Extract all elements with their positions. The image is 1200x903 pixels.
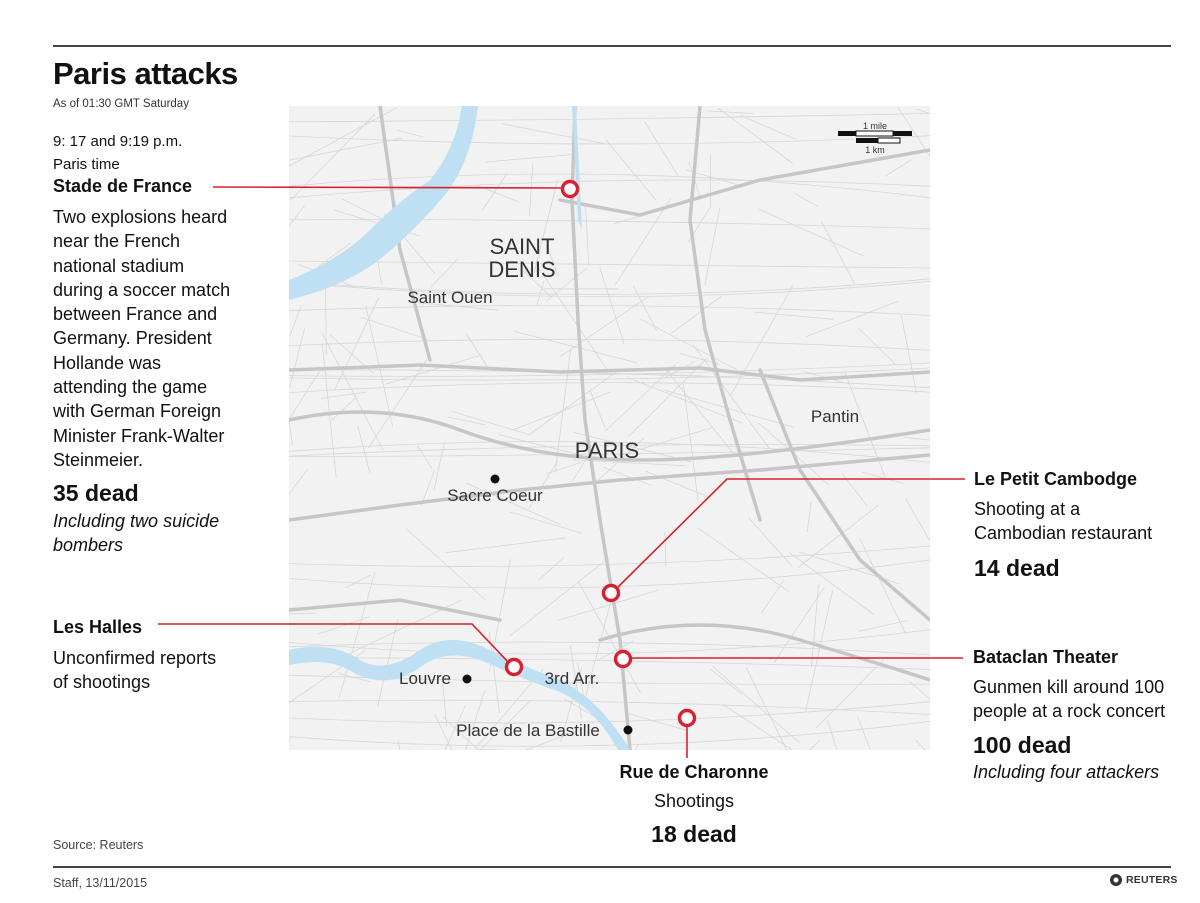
marker-halles: [507, 660, 522, 675]
stade-name: Stade de France: [53, 176, 193, 196]
stade-note: Including two suicide bombers: [53, 511, 220, 556]
cambodge-name: Le Petit Cambodge: [974, 469, 1138, 489]
scale-mile-label: 1 mile: [862, 121, 888, 131]
bataclan-dead-count: 100 dead: [973, 732, 1072, 758]
label-bastille: Place de la Bastille: [456, 721, 600, 740]
label-pantin: Pantin: [810, 407, 860, 426]
cambodge-description: Shooting at a Cambodian restaurant: [974, 499, 1153, 544]
reuters-logo: [1110, 874, 1178, 886]
charonne-name: Rue de Charonne: [619, 762, 769, 782]
charonne-dead-count: 18 dead: [651, 821, 737, 847]
label-paris: PARIS: [574, 438, 640, 463]
halles-description: Unconfirmed reports of shootings: [53, 648, 217, 693]
attack-time-line2: Paris time: [53, 156, 120, 173]
attack-time-line1: 9: 17 and 9:19 p.m.: [53, 133, 183, 150]
staff-credit: Staff, 13/11/2015: [53, 876, 148, 890]
page-title: Paris attacks: [53, 56, 238, 91]
label-saint-denis-line1: SAINT: [489, 234, 555, 259]
street: [917, 109, 1008, 137]
leader-stade: [213, 187, 563, 188]
source-note: Source: Reuters: [53, 838, 144, 852]
label-saint-ouen: Saint Ouen: [407, 288, 493, 307]
bataclan-description: Gunmen kill around 100 people at a rock concert: [973, 677, 1166, 722]
map-base: [243, 106, 1007, 849]
cambodge-dead-count: 14 dead: [974, 555, 1060, 581]
label-saint-denis-line2: DENIS: [488, 257, 556, 282]
bastille-dot: [624, 726, 633, 735]
bataclan-note: Including four attackers: [973, 762, 1160, 782]
label-3rd-arr: 3rd Arr.: [544, 669, 600, 688]
sacre-coeur-dot: [491, 475, 500, 484]
scale-km-label: 1 km: [865, 145, 885, 155]
street: [272, 736, 292, 785]
stade-description: Two explosions heard near the French national stadium during a soccer match between France and Germany. President Hollande was attending the game with German Foreign Minister Frank-Walter Steinmeier.: [53, 207, 231, 470]
stade-dead-count: 35 dead: [53, 480, 139, 506]
marker-stade: [563, 182, 578, 197]
label-sacre-coeur: Sacre Coeur: [447, 486, 543, 505]
reuters-dots-icon: [1110, 874, 1122, 886]
charonne-description: Shootings: [653, 791, 735, 811]
reuters-logo-text: REUTERS: [1126, 874, 1178, 886]
halles-name: Les Halles: [53, 617, 143, 637]
marker-cambodge: [604, 586, 619, 601]
marker-bataclan: [616, 652, 631, 667]
marker-charonne: [680, 711, 695, 726]
louvre-dot: [463, 675, 472, 684]
bataclan-name: Bataclan Theater: [973, 647, 1119, 667]
as-of-timestamp: As of 01:30 GMT Saturday: [53, 98, 189, 110]
label-louvre: Louvre: [399, 669, 451, 688]
